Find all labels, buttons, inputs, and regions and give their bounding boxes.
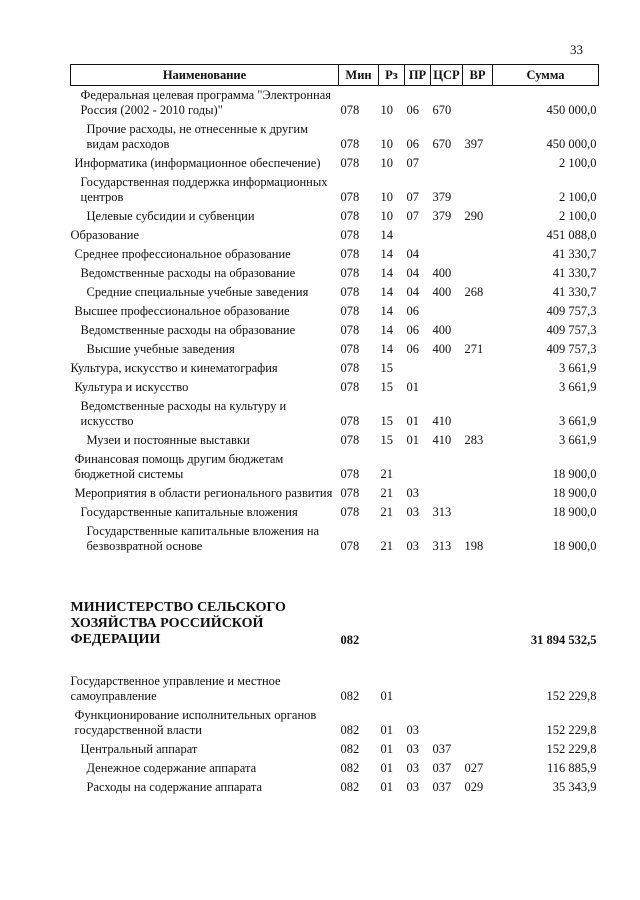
row-pr: 07 (406, 156, 419, 170)
row-name: Культура и искусство (74, 380, 189, 394)
row-csr: 400 (432, 266, 452, 280)
row-csr: 379 (432, 209, 452, 223)
row-sum: 152 229,8 (546, 723, 597, 737)
row-pr: 03 (406, 761, 419, 775)
row-name: Денежное содержание аппарата (86, 761, 257, 775)
ministry-row (71, 556, 599, 652)
row-vr: 027 (464, 761, 484, 775)
row-min: 078 (340, 209, 360, 223)
row-pr (405, 652, 431, 706)
table-row (71, 120, 599, 154)
row-vr (463, 154, 493, 173)
row-rz: 10 (380, 137, 393, 151)
row-rz (379, 556, 405, 652)
row-sum: 3 661,9 (559, 414, 597, 428)
row-pr (405, 556, 431, 652)
table-row (71, 522, 599, 556)
row-sum: 450 000,0 (546, 137, 597, 151)
row-vr (463, 173, 493, 207)
row-name: Финансовая помощь другим бюджетам бюджетной системы (74, 452, 284, 481)
row-pr: 03 (406, 505, 419, 519)
row-sum: 409 757,3 (546, 323, 597, 337)
row-rz: 15 (380, 361, 393, 375)
row-csr (431, 226, 463, 245)
row-rz: 21 (380, 539, 393, 553)
row-csr (431, 706, 463, 740)
row-pr: 06 (406, 342, 419, 356)
row-name: Высшие учебные заведения (86, 342, 235, 356)
table-row (71, 302, 599, 321)
row-sum: 3 661,9 (559, 433, 597, 447)
row-rz: 01 (380, 780, 393, 794)
row-pr (405, 359, 431, 378)
row-name: Музеи и постоянные выставки (86, 433, 250, 447)
table-row (71, 226, 599, 245)
row-pr: 01 (406, 380, 419, 394)
row-sum: 3 661,9 (559, 380, 597, 394)
row-sum: 18 900,0 (552, 505, 597, 519)
table-row (71, 340, 599, 359)
row-pr: 03 (406, 723, 419, 737)
row-pr: 03 (406, 742, 419, 756)
row-pr: 04 (406, 285, 419, 299)
row-csr: 400 (432, 285, 452, 299)
row-vr (463, 556, 493, 652)
row-min: 082 (340, 761, 360, 775)
row-pr: 03 (406, 486, 419, 500)
header-rz: Рз (379, 65, 405, 86)
row-sum: 35 343,9 (552, 780, 597, 794)
row-csr: 037 (432, 742, 452, 756)
row-min: 078 (340, 361, 360, 375)
row-name: Федеральная целевая программа "Электронная Россия (2002 - 2010 годы)" (80, 88, 332, 117)
row-csr: 313 (432, 539, 452, 553)
row-sum: 2 100,0 (559, 209, 597, 223)
row-sum: 41 330,7 (552, 285, 597, 299)
row-rz: 14 (380, 228, 393, 242)
row-pr: 01 (406, 433, 419, 447)
row-min: 078 (340, 228, 360, 242)
row-vr (463, 86, 493, 121)
table-row (71, 207, 599, 226)
row-vr (463, 450, 493, 484)
row-rz: 14 (380, 247, 393, 261)
row-pr: 04 (406, 247, 419, 261)
table-row (71, 706, 599, 740)
row-pr: 06 (406, 103, 419, 117)
row-vr: 268 (464, 285, 484, 299)
row-rz: 14 (380, 304, 393, 318)
row-vr (463, 302, 493, 321)
row-csr: 410 (432, 414, 452, 428)
row-rz: 21 (380, 505, 393, 519)
header-pr: ПР (405, 65, 431, 86)
row-min: 078 (340, 285, 360, 299)
row-min: 078 (340, 486, 360, 500)
row-name: Центральный аппарат (80, 742, 198, 756)
row-name: Государственные капитальные вложения (80, 505, 298, 519)
row-vr: 290 (464, 209, 484, 223)
row-rz: 21 (380, 486, 393, 500)
row-csr: 037 (432, 761, 452, 775)
header-vr: ВР (463, 65, 493, 86)
row-vr (463, 652, 493, 706)
row-pr (405, 226, 431, 245)
row-min: 078 (340, 103, 360, 117)
row-rz: 15 (380, 380, 393, 394)
row-name: Государственные капитальные вложения на безвозвратной основе (86, 524, 320, 553)
row-rz: 01 (380, 761, 393, 775)
row-vr (463, 245, 493, 264)
row-vr: 198 (464, 539, 484, 553)
row-rz: 10 (380, 103, 393, 117)
row-min: 082 (340, 742, 360, 756)
row-pr: 06 (406, 304, 419, 318)
row-csr (431, 652, 463, 706)
row-min: 078 (340, 156, 360, 170)
row-rz: 14 (380, 285, 393, 299)
row-rz: 01 (380, 689, 393, 703)
row-csr: 670 (432, 137, 452, 151)
row-sum: 18 900,0 (552, 539, 597, 553)
row-pr: 06 (406, 323, 419, 337)
row-rz: 14 (380, 323, 393, 337)
row-sum: 2 100,0 (559, 190, 597, 204)
table-row (71, 484, 599, 503)
row-rz: 10 (380, 209, 393, 223)
row-pr: 06 (406, 137, 419, 151)
table-row (71, 450, 599, 484)
row-sum: 116 885,9 (546, 761, 597, 775)
row-min: 082 (340, 723, 360, 737)
row-csr: 037 (432, 780, 452, 794)
row-min: 078 (340, 304, 360, 318)
row-sum: 152 229,8 (546, 742, 597, 756)
row-rz: 14 (380, 266, 393, 280)
row-min: 078 (340, 137, 360, 151)
row-csr: 379 (432, 190, 452, 204)
header-csr: ЦСР (431, 65, 463, 86)
row-sum: 2 100,0 (559, 156, 597, 170)
table-row (71, 778, 599, 797)
table-row (71, 245, 599, 264)
table-header (71, 65, 599, 86)
row-csr (431, 378, 463, 397)
row-csr (431, 245, 463, 264)
row-rz: 01 (380, 742, 393, 756)
row-name: Целевые субсидии и субвенции (86, 209, 255, 223)
table-row (71, 359, 599, 378)
row-name: Ведомственные расходы на образование (80, 266, 296, 280)
row-vr: 397 (464, 137, 484, 151)
row-sum: 41 330,7 (552, 266, 597, 280)
row-name: Высшее профессиональное образование (74, 304, 290, 318)
table-row (71, 503, 599, 522)
table-row (71, 759, 599, 778)
row-csr (431, 556, 463, 652)
row-vr: 283 (464, 433, 484, 447)
row-name: Расходы на содержание аппарата (86, 780, 263, 794)
row-csr: 410 (432, 433, 452, 447)
row-pr: 03 (406, 539, 419, 553)
row-csr: 670 (432, 103, 452, 117)
row-pr: 03 (406, 780, 419, 794)
table-row (71, 740, 599, 759)
row-csr: 313 (432, 505, 452, 519)
row-name: Мероприятия в области регионального развития (74, 486, 333, 500)
table-row (71, 173, 599, 207)
row-vr (463, 706, 493, 740)
row-pr: 01 (406, 414, 419, 428)
row-rz: 14 (380, 342, 393, 356)
row-vr (463, 321, 493, 340)
row-vr: 029 (464, 780, 484, 794)
row-vr (463, 264, 493, 283)
row-vr (463, 378, 493, 397)
row-rz: 01 (380, 723, 393, 737)
ministry-sum: 31 894 532,5 (530, 633, 597, 647)
header-sum: Сумма (493, 65, 599, 86)
table-row (71, 378, 599, 397)
row-min: 078 (340, 247, 360, 261)
row-min: 078 (340, 342, 360, 356)
row-min: 078 (340, 323, 360, 337)
row-name: Функционирование исполнительных органов государственной власти (74, 708, 317, 737)
row-csr (431, 154, 463, 173)
row-min: 078 (340, 190, 360, 204)
row-name: Ведомственные расходы на образование (80, 323, 296, 337)
row-min: 078 (340, 414, 360, 428)
row-min: 078 (340, 380, 360, 394)
row-min: 078 (340, 505, 360, 519)
row-csr (431, 359, 463, 378)
row-name: Средние специальные учебные заведения (86, 285, 309, 299)
row-sum: 152 229,8 (546, 689, 597, 703)
row-vr (463, 484, 493, 503)
row-sum: 18 900,0 (552, 486, 597, 500)
row-vr (463, 503, 493, 522)
table-row (71, 321, 599, 340)
row-vr (463, 359, 493, 378)
row-name: Культура, искусство и кинематография (70, 361, 278, 375)
row-csr (431, 302, 463, 321)
row-rz: 10 (380, 190, 393, 204)
row-pr: 04 (406, 266, 419, 280)
row-min: 078 (340, 539, 360, 553)
row-name: Информатика (информационное обеспечение) (74, 156, 321, 170)
row-name: Прочие расходы, не отнесенные к другим видам расходов (86, 122, 308, 151)
row-sum: 450 000,0 (546, 103, 597, 117)
row-rz: 10 (380, 156, 393, 170)
row-rz: 15 (380, 433, 393, 447)
row-rz: 15 (380, 414, 393, 428)
table-row (71, 431, 599, 450)
table-row (71, 154, 599, 173)
table-row (71, 397, 599, 431)
row-sum: 409 757,3 (546, 304, 597, 318)
row-name: Государственное управление и местное самоуправление (70, 674, 281, 703)
row-csr: 400 (432, 342, 452, 356)
row-min: 078 (340, 467, 360, 481)
row-rz: 21 (380, 467, 393, 481)
table-row (71, 86, 599, 121)
row-name: Среднее профессиональное образование (74, 247, 291, 261)
row-min: 078 (340, 433, 360, 447)
row-name: Образование (70, 228, 140, 242)
row-min: 082 (340, 780, 360, 794)
row-name: Государственная поддержка информационных центров (80, 175, 328, 204)
row-csr: 400 (432, 323, 452, 337)
row-sum: 409 757,3 (546, 342, 597, 356)
ministry-name: МИНИСТЕРСТВО СЕЛЬСКОГО ХОЗЯЙСТВА РОССИЙСКОЙ ФЕДЕРАЦИИ (70, 600, 286, 647)
row-csr (431, 484, 463, 503)
row-sum: 451 088,0 (546, 228, 597, 242)
row-min: 082 (340, 689, 360, 703)
row-vr (463, 740, 493, 759)
row-min: 078 (340, 266, 360, 280)
row-vr (463, 226, 493, 245)
header-min: Мин (339, 65, 379, 86)
row-pr: 07 (406, 190, 419, 204)
row-sum: 41 330,7 (552, 247, 597, 261)
row-csr (431, 450, 463, 484)
page-number: 33 (570, 42, 583, 57)
header-name: Наименование (71, 65, 339, 86)
row-pr: 07 (406, 209, 419, 223)
table-row (71, 283, 599, 302)
row-name: Ведомственные расходы на культуру и искусство (80, 399, 287, 428)
row-pr (405, 450, 431, 484)
row-sum: 18 900,0 (552, 467, 597, 481)
budget-table (70, 64, 599, 797)
row-vr (463, 397, 493, 431)
row-vr: 271 (464, 342, 484, 356)
row-sum: 3 661,9 (559, 361, 597, 375)
table-row (71, 264, 599, 283)
table-row (71, 652, 599, 706)
row-min: 082 (340, 633, 360, 647)
